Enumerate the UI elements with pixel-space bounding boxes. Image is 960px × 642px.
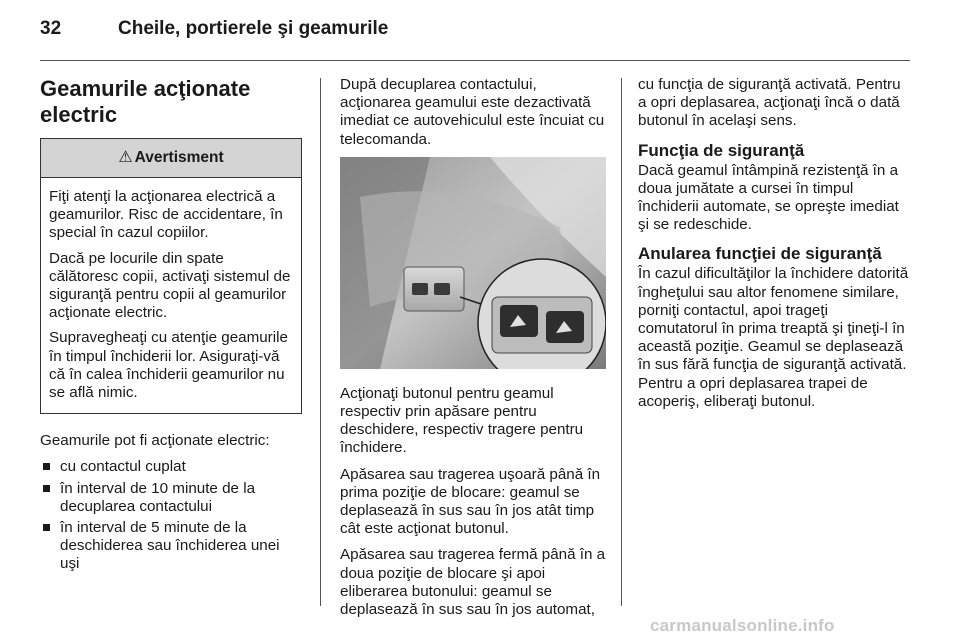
warning-title: Avertisment <box>134 148 224 166</box>
header-rule <box>40 60 910 61</box>
column-left <box>40 76 302 577</box>
list-item: cu contactul cuplat <box>40 458 302 476</box>
page-header <box>40 18 910 48</box>
list-item: în interval de 10 minute de la decuplarea contactului <box>40 480 302 516</box>
bullet-square-icon <box>43 524 50 531</box>
column-middle <box>340 76 606 627</box>
paragraph: Apăsarea sau tragerea fermă până în a doua poziţie de blocare şi apoi eliberarea butonului: geamul se deplasează în sus sau în jos automat, <box>340 546 606 619</box>
safety-override-heading: Anularea funcţiei de siguranţă <box>638 244 882 264</box>
watermark: carmanualsonline.info <box>650 616 835 635</box>
warning-triangle-icon: ⚠ <box>118 148 133 166</box>
warning-paragraph: Supravegheaţi cu atenţie geamurile în timpul închiderii lor. Asiguraţi-vă că în calea închiderii geamurilor nu se află nimic. <box>49 329 288 402</box>
warning-paragraph: Dacă pe locurile din spate călătoresc copii, activaţi sistemul de siguranţă pentru copii al geamurilor acţionate electric. <box>49 249 291 322</box>
paragraph: Apăsarea sau tragerea uşoară până în prima poziţie de blocare: geamul se deplasează în sus sau în jos atât timp cât este acţionat butonul. <box>340 465 601 538</box>
window-switch-photo <box>340 157 606 369</box>
warning-box <box>40 138 302 414</box>
paragraph: După decuplarea contactului, acţionarea geamului este dezactivată imediat ce autovehiculul este încuiat cu telecomanda. <box>340 76 605 148</box>
intro-text: Geamurile pot fi acţionate electric: <box>40 432 270 450</box>
warning-header <box>41 139 301 178</box>
safety-function-text: Dacă geamul întâmpină rezistenţă în a doua jumătate a cursei în timpul închiderii automate, se opreşte imediat şi se redeschide. <box>638 161 899 234</box>
bullet-square-icon <box>43 485 50 492</box>
list-item: în interval de 5 minute de la deschiderea sau închiderea unei uşi <box>40 519 302 574</box>
chapter-title: Cheile, portierele şi geamurile <box>118 18 389 39</box>
condition-list <box>40 458 302 573</box>
column-divider-1 <box>320 78 321 606</box>
warning-paragraph: Fiţi atenţi la acţionarea electrică a geamurilor. Risc de accidentare, în special în cazul copiilor. <box>49 188 283 242</box>
safety-function-heading: Funcţia de siguranţă <box>638 140 805 160</box>
paragraph: Acţionaţi butonul pentru geamul respectiv prin apăsare pentru deschidere, respectiv tragere pentru închidere. <box>340 384 584 457</box>
page-number: 32 <box>40 18 62 39</box>
warning-body <box>41 178 301 413</box>
paragraph: cu funcţia de siguranţă activată. Pentru a opri deplasarea, acţionaţi încă o dată butonul în acelaşi sens. <box>638 76 901 130</box>
section-title: Geamurile acţionate electric <box>40 76 251 127</box>
safety-override-text: În cazul dificultăţilor la închidere datorită îngheţului sau altor fenomene similare, porniţi contactul, apoi trageţi comutatorul în prima treaptă şi ţineţi-l în această poziţie. Geamul se deplasează în sus fără funcţia de siguranţă activată. Pentru a opri deplasarea trapei de acoperiş, eliberaţi butonul. <box>638 265 909 410</box>
column-divider-2 <box>621 78 622 606</box>
column-right <box>638 76 910 419</box>
bullet-square-icon <box>43 463 50 470</box>
